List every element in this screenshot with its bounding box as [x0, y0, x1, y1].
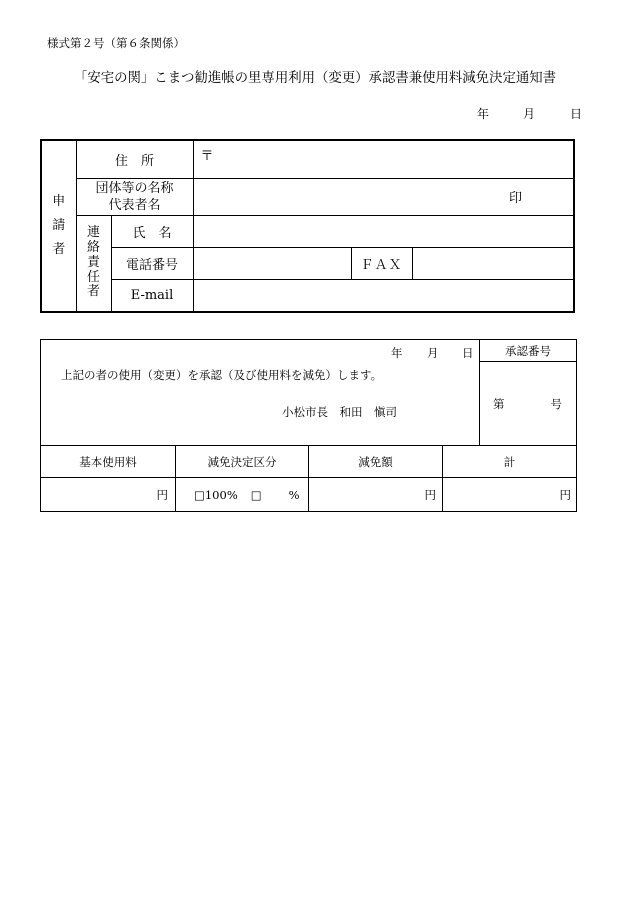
approval-table [40, 339, 577, 512]
header-date-year: 年 [477, 107, 490, 121]
applicant-table [40, 139, 575, 313]
approval-date-year: 年 [391, 346, 403, 360]
address-row [41, 140, 574, 178]
organization-label [76, 178, 193, 215]
contact-person-label: 連絡責任者 [86, 225, 100, 300]
applicant-label-cell [41, 140, 76, 312]
fax-label: ＦＡＸ [360, 257, 403, 273]
seal-mark: 印 [509, 191, 523, 206]
reduction-partial-checkbox: □ [250, 487, 262, 502]
contact-name-row [41, 215, 574, 247]
fee-value-row [41, 478, 577, 512]
representative-name-label: 代表者名 [108, 197, 161, 213]
email-row [41, 279, 574, 312]
organization-name-label: 団体等の名称 [95, 180, 174, 196]
approval-date-day: 日 [462, 346, 474, 360]
reduction-category-value [176, 478, 309, 512]
fax-value [412, 247, 574, 279]
approval-statement: 上記の者の使用（変更）を承認（及び使用料を減免）します。 [61, 368, 383, 382]
organization-value [193, 178, 574, 215]
approval-statement-block [41, 340, 479, 445]
contact-name-label: 氏 名 [111, 215, 193, 247]
reduction-full-option: □100% [194, 487, 238, 502]
total-value [443, 478, 577, 512]
form-number: 様式第２号（第６条関係） [47, 36, 185, 50]
approval-header-row [41, 340, 577, 362]
reduction-amount-header: 減免額 [309, 446, 443, 478]
email-value [193, 279, 574, 312]
approval-number-prefix: 第 [493, 396, 505, 411]
total-unit: 円 [559, 487, 571, 502]
address-value: 〒 [193, 140, 574, 178]
basic-fee-value [41, 478, 176, 512]
reduction-percent-unit: % [288, 487, 300, 502]
phone-value [193, 247, 351, 279]
reduction-amount-unit: 円 [424, 487, 436, 502]
fax-label-cell [351, 247, 412, 279]
approval-date-month: 月 [427, 346, 439, 360]
contact-name-value [193, 215, 574, 247]
approval-number-label: 承認番号 [480, 340, 577, 362]
basic-fee-header: 基本使用料 [41, 446, 176, 478]
basic-fee-unit: 円 [156, 487, 168, 502]
phone-row [41, 247, 574, 279]
organization-row [41, 178, 574, 215]
document-title: 「安宅の関」こまつ勧進帳の里専用利用（変更）承認書兼使用料減免決定通知書 [73, 71, 557, 86]
applicant-label: 申請者 [52, 194, 66, 257]
approval-number-value [480, 362, 577, 446]
fee-header-row [41, 446, 577, 478]
email-label: E-mail [111, 279, 193, 312]
header-date-day: 日 [570, 107, 583, 121]
total-header: 計 [443, 446, 577, 478]
phone-label: 電話番号 [111, 247, 193, 279]
approval-number-line [480, 396, 576, 412]
signatory: 小松市長 和田 愼司 [282, 405, 397, 419]
contact-person-label-cell [76, 215, 111, 312]
reduction-amount-value [309, 478, 443, 512]
approval-number-suffix: 号 [550, 396, 562, 411]
reduction-category-header: 減免決定区分 [176, 446, 309, 478]
address-label: 住 所 [76, 140, 193, 178]
header-date-month: 月 [523, 107, 536, 121]
approval-statement-cell [41, 340, 480, 446]
